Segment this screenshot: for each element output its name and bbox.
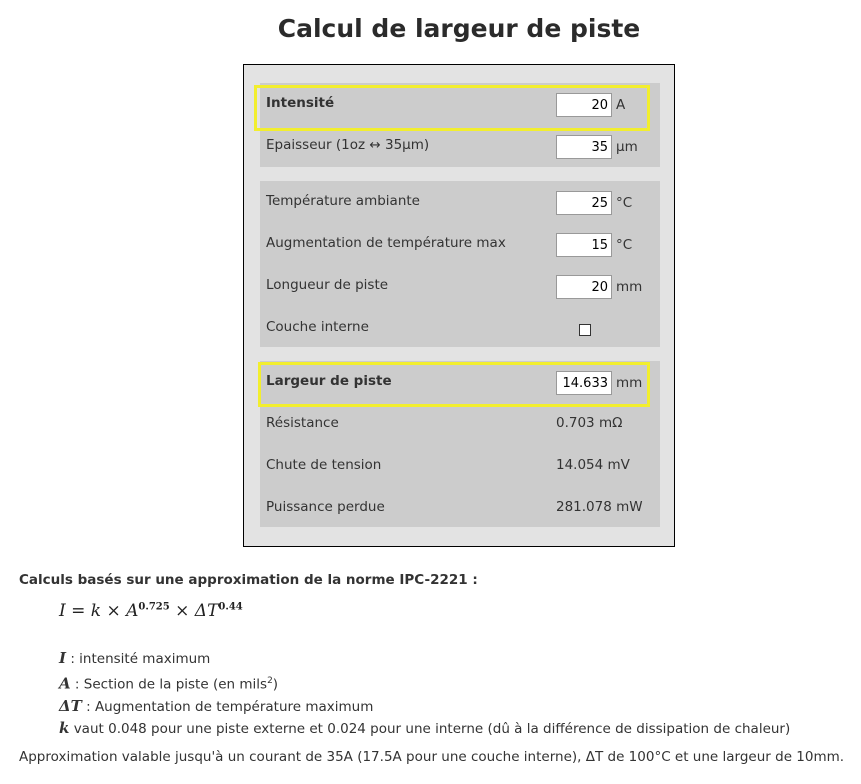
basis-text: Calculs basés sur une approximation de la norme IPC-2221 : — [19, 572, 478, 588]
chute-value: 14.054 mV — [556, 457, 630, 473]
chute-label: Chute de tension — [266, 457, 382, 473]
definition-symbol: ΔT — [59, 696, 82, 715]
epaisseur-unit: µm — [616, 139, 638, 155]
temp-ambiante-unit: °C — [616, 195, 633, 211]
largeur-output[interactable] — [556, 371, 612, 395]
definition-item — [59, 718, 790, 741]
largeur-label: Largeur de piste — [266, 373, 392, 389]
temp-ambiante-label: Température ambiante — [266, 193, 420, 209]
validity-text: Approximation valable jusqu'à un courant de 35A (17.5A pour une couche interne), ΔT de 100°C et une largeur de 10mm. — [19, 749, 845, 765]
row-intensite — [260, 83, 660, 125]
largeur-unit: mm — [616, 375, 643, 391]
row-longueur — [260, 265, 660, 307]
couche-interne-label: Couche interne — [266, 319, 369, 335]
augmentation-label: Augmentation de température max — [266, 235, 506, 251]
puissance-value: 281.078 mW — [556, 499, 643, 515]
row-epaisseur — [260, 125, 660, 167]
row-largeur — [260, 361, 660, 403]
definition-text: vaut 0.048 pour une piste externe et 0.024 pour une interne (dû à la différence de dissipation de chaleur) — [69, 721, 791, 737]
definition-superscript: 2 — [267, 675, 273, 686]
definition-item — [59, 696, 790, 719]
definition-symbol: A — [59, 674, 71, 692]
row-chute — [260, 445, 660, 487]
definition-after: ) — [272, 676, 279, 692]
page-title: Calcul de largeur de piste — [277, 14, 641, 43]
couche-interne-checkbox[interactable] — [579, 324, 591, 336]
epaisseur-input[interactable] — [556, 135, 612, 159]
row-resistance — [260, 403, 660, 445]
puissance-label: Puissance perdue — [266, 499, 385, 515]
definition-symbol: I — [59, 649, 67, 667]
formula — [59, 601, 243, 621]
definition-item — [59, 648, 790, 671]
row-augmentation — [260, 223, 660, 265]
intensite-unit: A — [616, 97, 626, 113]
formula-exp-dt: 0.44 — [218, 601, 243, 613]
definition-text: : Augmentation de température maximum — [81, 698, 374, 715]
longueur-label: Longueur de piste — [266, 277, 389, 293]
epaisseur-label: Epaisseur (1oz ↔ 35µm) — [266, 137, 430, 153]
intensite-label: Intensité — [266, 95, 335, 111]
row-temp-ambiante — [260, 181, 660, 223]
calculator-panel — [243, 64, 675, 547]
definitions-list — [59, 648, 790, 741]
definition-item — [59, 671, 790, 696]
definition-text: : Section de la piste (en mils — [70, 676, 268, 692]
temp-ambiante-input[interactable] — [556, 191, 612, 215]
row-couche-interne — [260, 307, 660, 349]
definition-symbol: k — [59, 719, 70, 737]
current-group — [260, 83, 660, 167]
conditions-group — [260, 181, 660, 347]
intensite-input[interactable] — [556, 93, 612, 117]
formula-mid: × ΔT — [169, 601, 219, 621]
resistance-value: 0.703 mΩ — [556, 415, 623, 431]
formula-exp-a: 0.725 — [138, 601, 170, 613]
row-puissance — [260, 487, 660, 529]
longueur-unit: mm — [616, 279, 643, 295]
formula-lhs: I = k × A — [59, 601, 139, 621]
longueur-input[interactable] — [556, 275, 612, 299]
augmentation-unit: °C — [616, 237, 633, 253]
augmentation-input[interactable] — [556, 233, 612, 257]
definition-text: : intensité maximum — [66, 651, 211, 667]
results-group — [260, 361, 660, 527]
resistance-label: Résistance — [266, 415, 339, 431]
